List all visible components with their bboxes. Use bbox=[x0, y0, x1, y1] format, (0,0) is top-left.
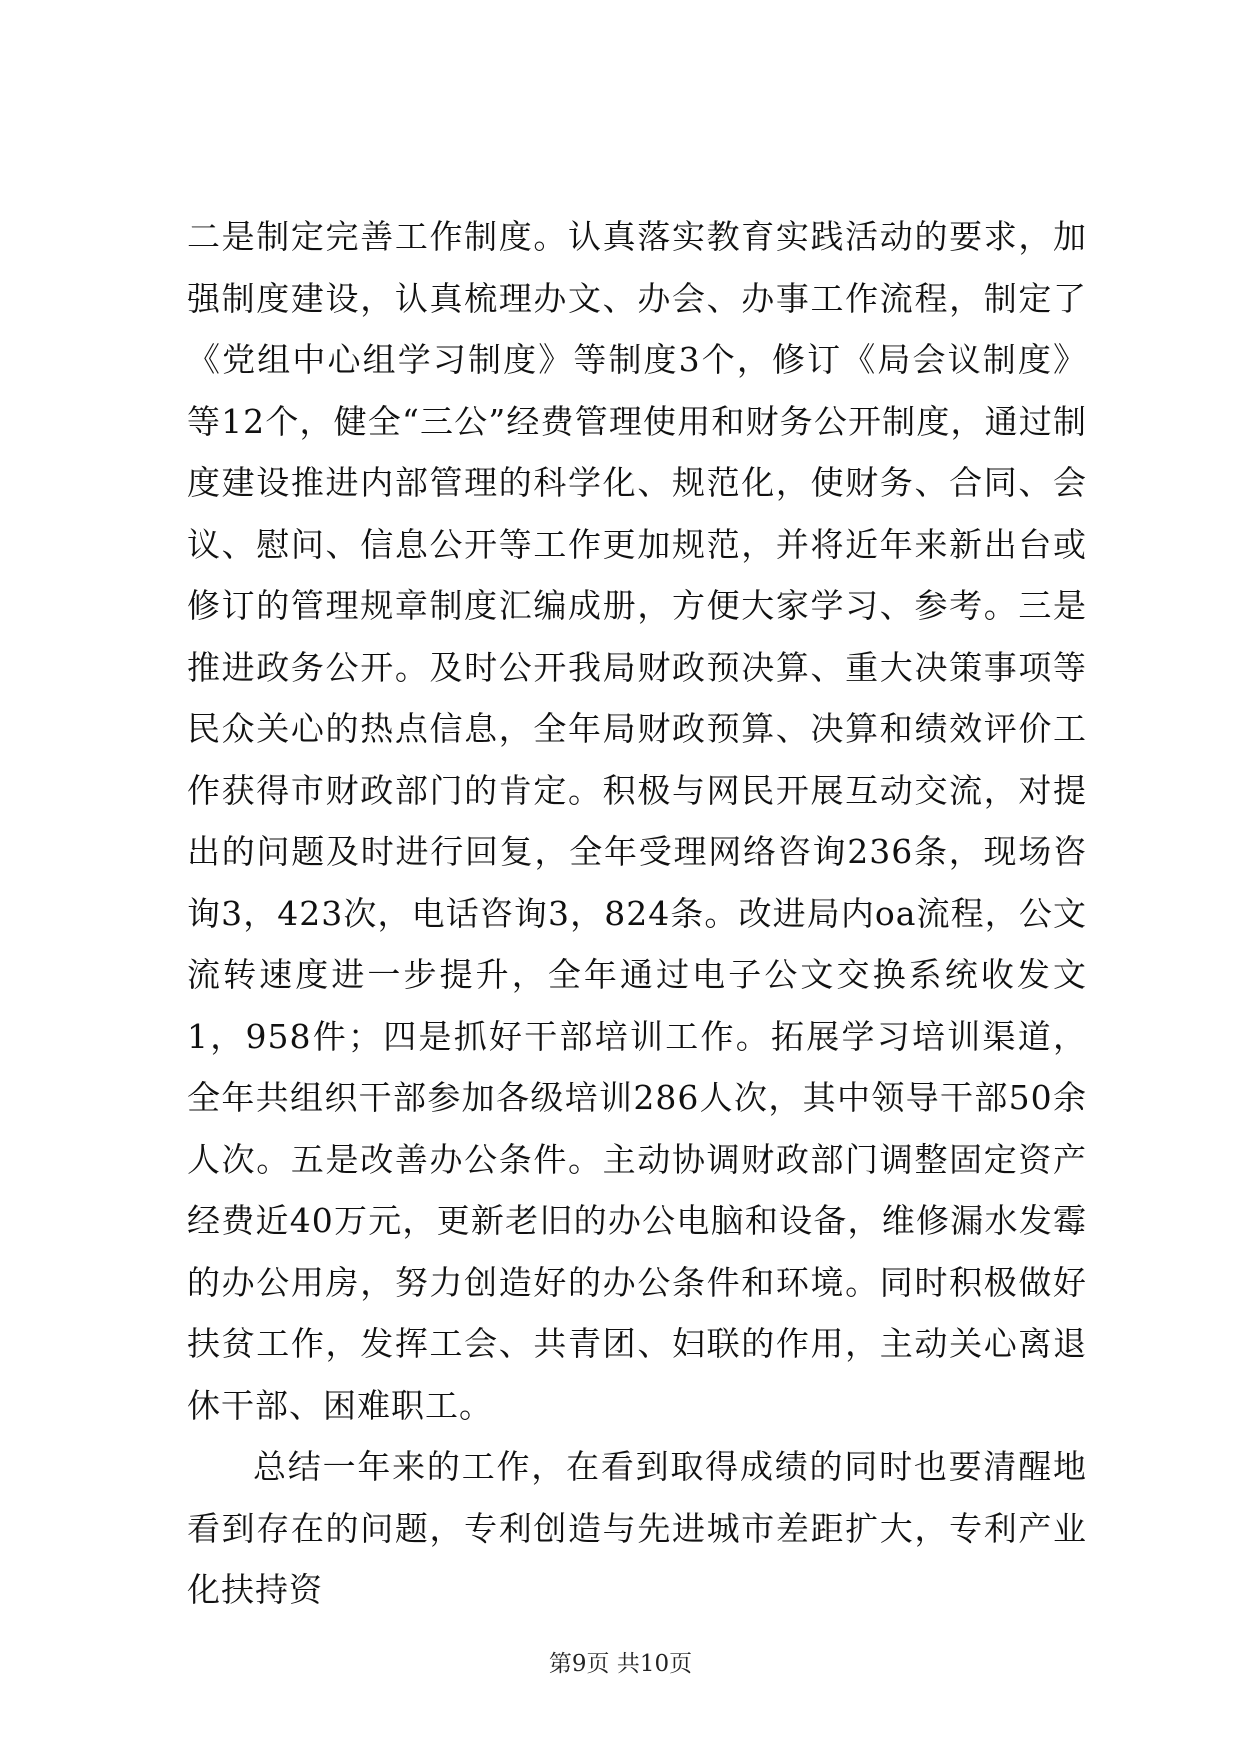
page-footer: 第9页 共10页 bbox=[548, 1651, 693, 1677]
body-paragraph-2: 总结一年来的工作，在看到取得成绩的同时也要清醒地看到存在的问题，专利创造与先进城市差距扩大，专利产业化扶持资 bbox=[187, 1447, 1087, 1609]
body-paragraph-1: 二是制定完善工作制度。认真落实教育实践活动的要求，加强制度建设，认真梳理办文、办会、办事工作流程，制定了《党组中心组学习制度》等制度3个，修订《局会议制度》等12个，健全“三公”经费管理使用和财务公开制度，通过制度建设推进内部管理的科学化、规范化，使财务、合同、会议、慰问、信息公开等工作更加规范，并将近年来新出台或修订的管理规章制度汇编成册，方便大家学习、参考。三是推进政务公开。及时公开我局财政预决算、重大决策事项等民众关心的热点信息，全年局财政预算、决算和绩效评价工作获得市财政部门的肯定。积极与网民开展互动交流，对提出的问题及时进行回复，全年受理网络咨询236条，现场咨询3，423次，电话咨询3，824条。改进局内oa流程，公文流转速度进一步提升，全年通过电子公文交换系统收发文1，958件；四是抓好干部培训工作。拓展学习培训渠道，全年共组织干部参加各级培训286人次，其中领导干部50余人次。五是改善办公条件。主动协调财政部门调整固定资产经费近40万元，更新老旧的办公电脑和设备，维修漏水发霉的办公用房，努力创造好的办公条件和环境。同时积极做好扶贫工作，发挥工会、共青团、妇联的作用，主动关心离退休干部、困难职工。 bbox=[187, 217, 1087, 1425]
document-body bbox=[187, 206, 1087, 1621]
